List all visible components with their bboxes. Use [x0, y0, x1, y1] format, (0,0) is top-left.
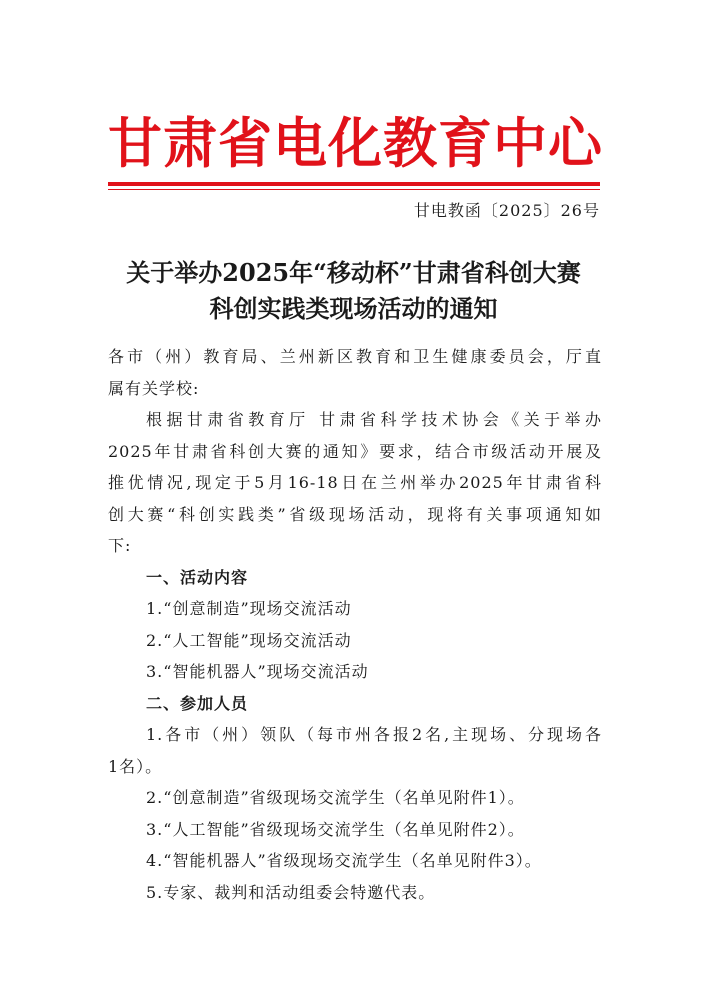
section-participants-list — [108, 719, 602, 908]
list-item: 1.“创意制造”现场交流活动 — [146, 599, 352, 618]
document-body — [108, 341, 602, 908]
list-item: 5.专家、裁判和活动组委会特邀代表。 — [146, 882, 436, 902]
masthead-rule-thick — [108, 182, 600, 186]
document-title-line-1: 关于举办2025年“移动杯”甘肃省科创大赛 — [126, 258, 581, 287]
section-activities-list — [108, 593, 602, 688]
intro-line-3: 推优情况,现定于5月16-18日在兰州举办2025年甘肃省科 — [108, 473, 602, 492]
list-item: 3.“人工智能”省级现场交流学生（名单见附件2）。 — [146, 819, 525, 839]
masthead-title: 甘肃省电化教育中心 — [108, 111, 603, 175]
list-item: 3.“智能机器人”现场交流活动 — [146, 662, 369, 681]
section-heading-participants: 二、参加人员 — [146, 693, 249, 713]
intro-line-5: 下: — [108, 536, 132, 555]
list-item-continuation: 1名）。 — [108, 756, 163, 776]
list-item: 1.各市（州）领队（每市州各报2名,主现场、分现场各 — [146, 725, 602, 744]
intro-line-4: 创大赛“科创实践类”省级现场活动，现将有关事项通知如 — [108, 504, 602, 524]
list-item: 2.“人工智能”现场交流活动 — [146, 630, 352, 650]
document-title — [100, 255, 607, 327]
section-heading-activities: 一、活动内容 — [146, 567, 249, 587]
document-title-line-2: 科创实践类现场活动的通知 — [209, 294, 498, 323]
intro-line-1: 根据甘肃省教育厅 甘肃省科学技术协会《关于举办 — [146, 410, 602, 429]
intro-paragraph — [108, 404, 602, 562]
document-number: 甘电教函〔2025〕26号 — [413, 201, 600, 220]
intro-line-2: 2025年甘肃省科创大赛的通知》要求，结合市级活动开展及 — [108, 441, 602, 461]
salutation — [108, 341, 602, 404]
salutation-line-1: 各市（州）教育局、兰州新区教育和卫生健康委员会，厅直 — [108, 347, 602, 366]
list-item: 4.“智能机器人”省级现场交流学生（名单见附件3）。 — [146, 851, 542, 870]
salutation-line-2: 属有关学校: — [108, 378, 200, 398]
list-item: 2.“创意制造”省级现场交流学生（名单见附件1）。 — [146, 788, 525, 807]
masthead-rule-thin — [108, 189, 600, 190]
